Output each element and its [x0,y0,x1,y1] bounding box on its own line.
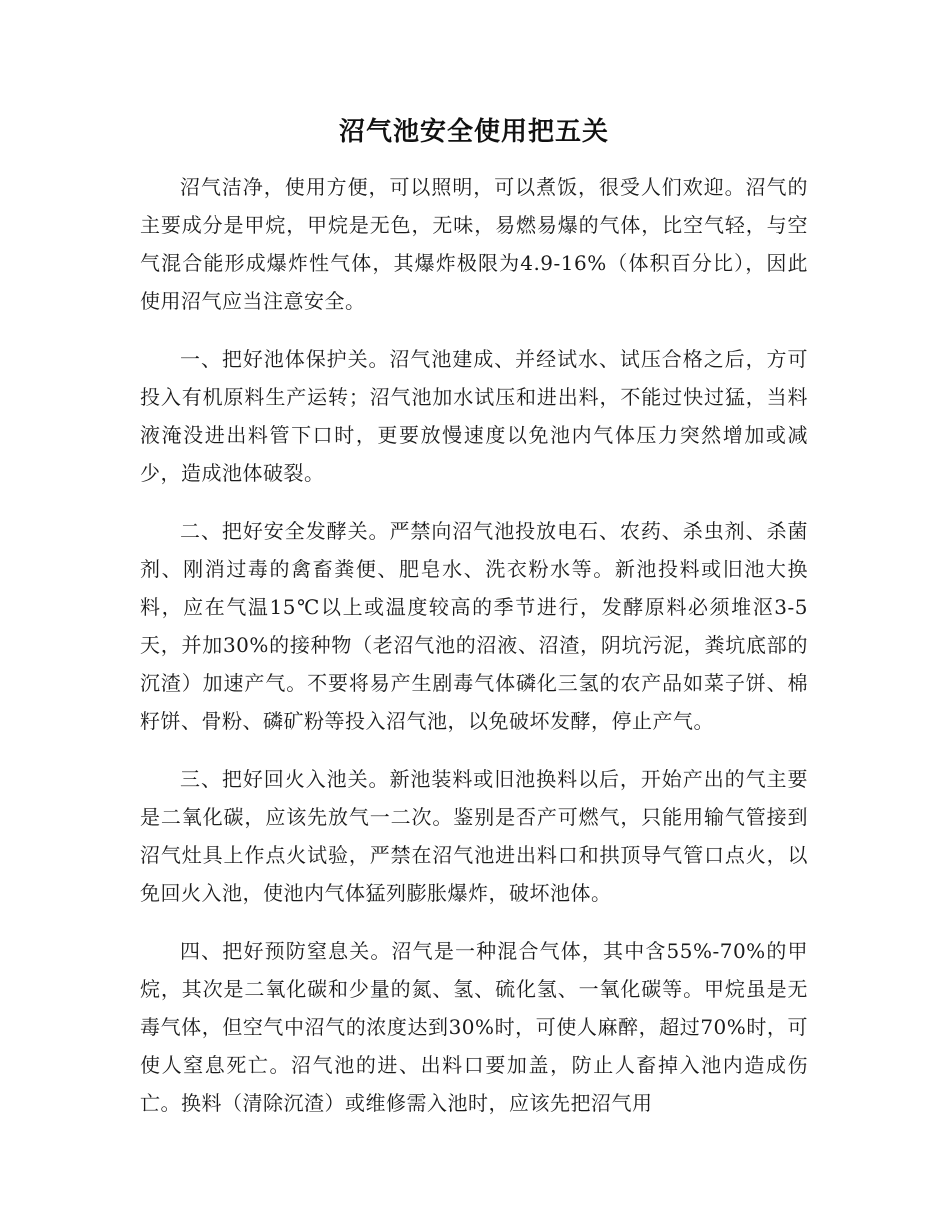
section-2-paragraph: 二、把好安全发酵关。严禁向沼气池投放电石、农药、杀虫剂、杀菌剂、刚消过毒的禽畜粪便、肥皂水、洗衣粉水等。新池投料或旧池大换料，应在气温15℃以上或温度较高的季节进行，发酵原料必须堆沤3-5天，并加30%的接种物（老沼气池的沼液、沼渣，阴坑污泥，粪坑底部的沉渣）加速产气。不要将易产生剧毒气体磷化三氢的农产品如菜子饼、棉籽饼、骨粉、磷矿粉等投入沼气池，以免破坏发酵，停止产气。 [140,519,808,733]
intro-paragraph: 沼气洁净，使用方便，可以照明，可以煮饭，很受人们欢迎。沼气的主要成分是甲烷，甲烷是无色，无味，易燃易爆的气体，比空气轻，与空气混合能形成爆炸性气体，其爆炸极限为4.9-16%（体积百分比），因此使用沼气应当注意安全。 [140,175,808,313]
section-4-paragraph: 四、把好预防窒息关。沼气是一种混合气体，其中含55%-70%的甲烷，其次是二氧化碳和少量的氮、氢、硫化氢、一氧化碳等。甲烷虽是无毒气体，但空气中沼气的浓度达到30%时，可使人麻醉，超过70%时，可使人窒息死亡。沼气池的进、出料口要加盖，防止人畜掉入池内造成伤亡。换料（清除沉渣）或维修需入池时，应该先把沼气用 [140,939,808,1115]
document-title: 沼气池安全使用把五关 [338,117,609,147]
document-body [140,110,808,1142]
section-1-paragraph: 一、把好池体保护关。沼气池建成、并经试水、试压合格之后，方可投入有机原料生产运转；沼气池加水试压和进出料，不能过快过猛，当料液淹没进出料管下口时，更要放慢速度以免池内气体压力突然增加或减少，造成池体破裂。 [140,347,808,485]
section-3-paragraph: 三、把好回火入池关。新池装料或旧池换料以后，开始产出的气主要是二氧化碳，应该先放气一二次。鉴别是否产可燃气，只能用输气管接到沼气灶具上作点火试验，严禁在沼气池进出料口和拱顶导气管口点火，以免回火入池，使池内气体猛列膨胀爆炸，破坏池体。 [140,767,808,905]
